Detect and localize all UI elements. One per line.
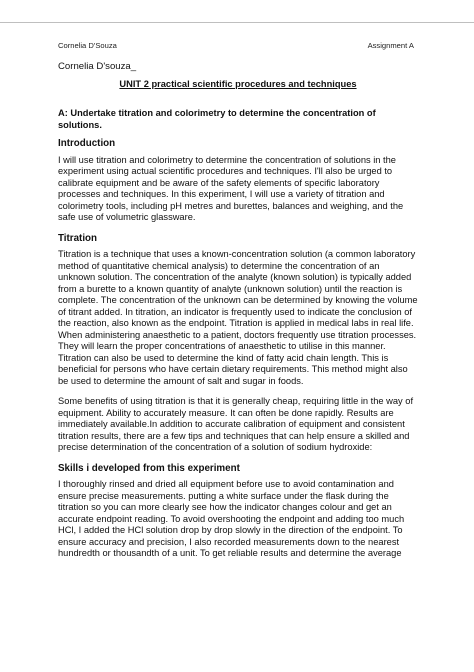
heading-introduction: Introduction <box>58 138 116 149</box>
header-assignment: Assignment A <box>367 41 414 50</box>
page-header <box>58 41 414 50</box>
heading-titration: Titration <box>58 232 98 244</box>
titration-paragraph-2: Some benefits of using titration is that it is generally cheap, requiring little in the way of equipment. Ability to accurately measure. It can often be done rapidly. Results are immediately available.In addition to accurate calibration of equipment and consistent titration results, there are a few tips and techniques that can help ensure a skilled and precise determination of the concentration of a solution of sodium hydroxide: <box>58 396 414 452</box>
header-author: Cornelia D'Souza <box>58 41 117 50</box>
document-body <box>58 61 418 569</box>
unit-title: UNIT 2 practical scientific procedures and techniques <box>119 78 357 89</box>
heading-skills: Skills i developed from this experiment <box>58 462 240 474</box>
titration-paragraph-1: Titration is a technique that uses a known-concentration solution (a common laboratory method of quantitative chemical analysis) to determine the concentration of an unknown solution. The concentration of the analyte (known solution) is typically added from a burette to a known quantity of analyte (unknown solution) until the reaction is complete. The concentration of the unknown can be determined by knowing the volume of titrant added. In titration, an indicator is frequently used to indicate the conclusion of the reaction, also known as the endpoint. Titration is applied in medical labs in real life. When administering anaesthetic to a patient, doctors frequently use titration processes. They will learn the proper concentrations of anaesthetic to utilise in this manner. Titration can also be used to determine the kind of fatty acid chain length. This is beneficial for persons who have certain dietary requirements. This method might also be used to determine the amount of salt and sugar in foods. <box>58 249 418 386</box>
author-name: Cornelia D'souza_ <box>58 61 137 72</box>
section-a-title: A: Undertake titration and colorimetry to determine the concentration of solutions. <box>58 108 376 130</box>
page-top-rule <box>0 22 474 23</box>
skills-paragraph: I thoroughly rinsed and dried all equipment before use to avoid contamination and ensure precise measurements. putting a white surface under the flask during the titration so you can more clearly see how the indicator changes colour and get an accurate endpoint reading. To avoid overshooting the endpoint and adding too much HCl, I added the HCl solution drop by drop slowly in the direction of the endpoint. To ensure accuracy and precision, I also recorded measurements down to the nearest hundredth or thousandth of a unit. To get reliable results and determine the average <box>58 479 405 558</box>
intro-paragraph: I will use titration and colorimetry to determine the concentration of solutions in the experiment using actual scientific procedures and techniques. I'll also be urged to calibrate equipment and be aware of the safety elements of specific laboratory processes and techniques. In this experiment, I will use a variety of titration and colorimetry tools, including pH metres and burettes, balances and weighing, and the safe use of volumetric glassware. <box>58 154 404 222</box>
